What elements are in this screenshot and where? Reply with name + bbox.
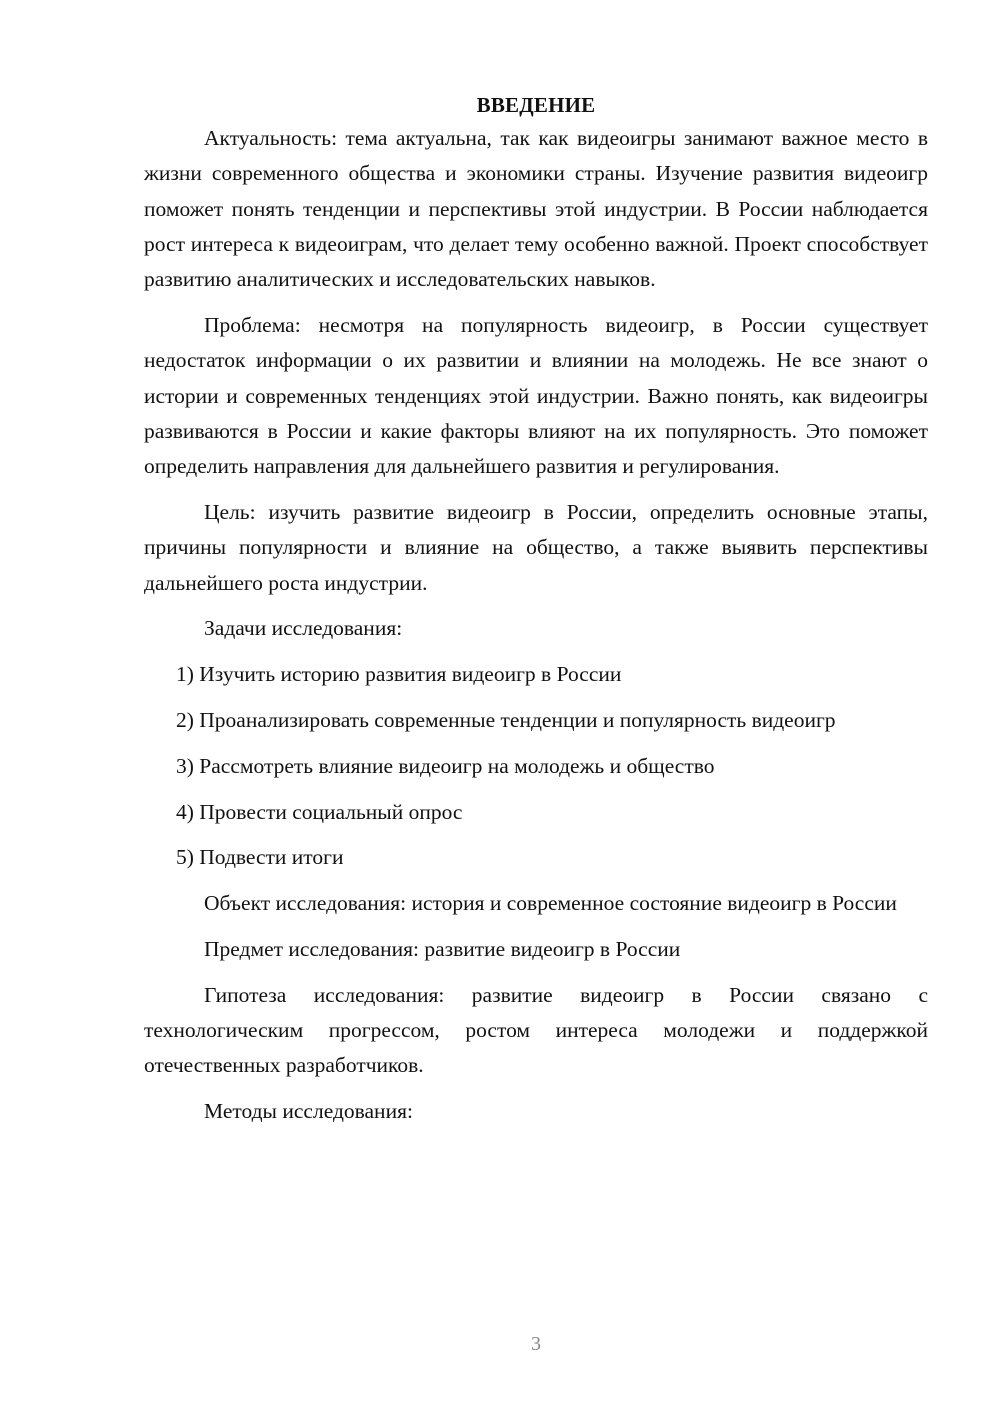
hypothesis-paragraph: Гипотеза исследования: развитие видеоигр в России связано с технологическим прогрессом, ростом интереса молодежи и поддержкой отечественных разработчиков.: [144, 982, 928, 1078]
object-paragraph: Объект исследования: история и современное состояние видеоигр в России: [204, 891, 897, 916]
section-heading: ВВЕДЕНИЕ: [476, 93, 596, 117]
task-item: 1) Изучить историю развития видеоигр в России: [176, 662, 622, 687]
task-item: 3) Рассмотреть влияние видеоигр на молодежь и общество: [176, 753, 715, 778]
problem-paragraph: Проблема: несмотря на популярность видеоигр, в России существует недостаток информации о их развитии и влиянии на молодежь. Не все знают о истории и современных тенденциях этой индустрии. Важно понять, как видеоигры развиваются в России и какие факторы влияют на их популярность. Это поможет определить направления для дальнейшего развития и регулирования.: [144, 312, 928, 479]
tasks-title: Задачи исследования:: [204, 616, 403, 641]
task-item: 4) Провести социальный опрос: [176, 799, 463, 824]
task-item: 2) Проанализировать современные тенденции и популярность видеоигр: [176, 707, 836, 732]
goal-paragraph: Цель: изучить развитие видеоигр в России, определить основные этапы, причины популярности и влияние на общество, а также выявить перспективы дальнейшего роста индустрии.: [144, 499, 928, 595]
task-item: 5) Подвести итоги: [176, 845, 344, 870]
methods-paragraph: Методы исследования:: [204, 1099, 413, 1124]
document-body: [144, 90, 928, 1140]
page-number: 3: [531, 1333, 541, 1355]
relevance-paragraph: Актуальность: тема актуальна, так как видеоигры занимают важное место в жизни современного общества и экономики страны. Изучение развития видеоигр поможет понять тенденции и перспективы этой индустрии. В России наблюдается рост интереса к видеоиграм, что делает тему особенно важной. Проект способствует развитию аналитических и исследовательских навыков.: [144, 126, 928, 292]
tasks-list: [144, 657, 928, 875]
subject-paragraph: Предмет исследования: развитие видеоигр в России: [204, 936, 681, 961]
